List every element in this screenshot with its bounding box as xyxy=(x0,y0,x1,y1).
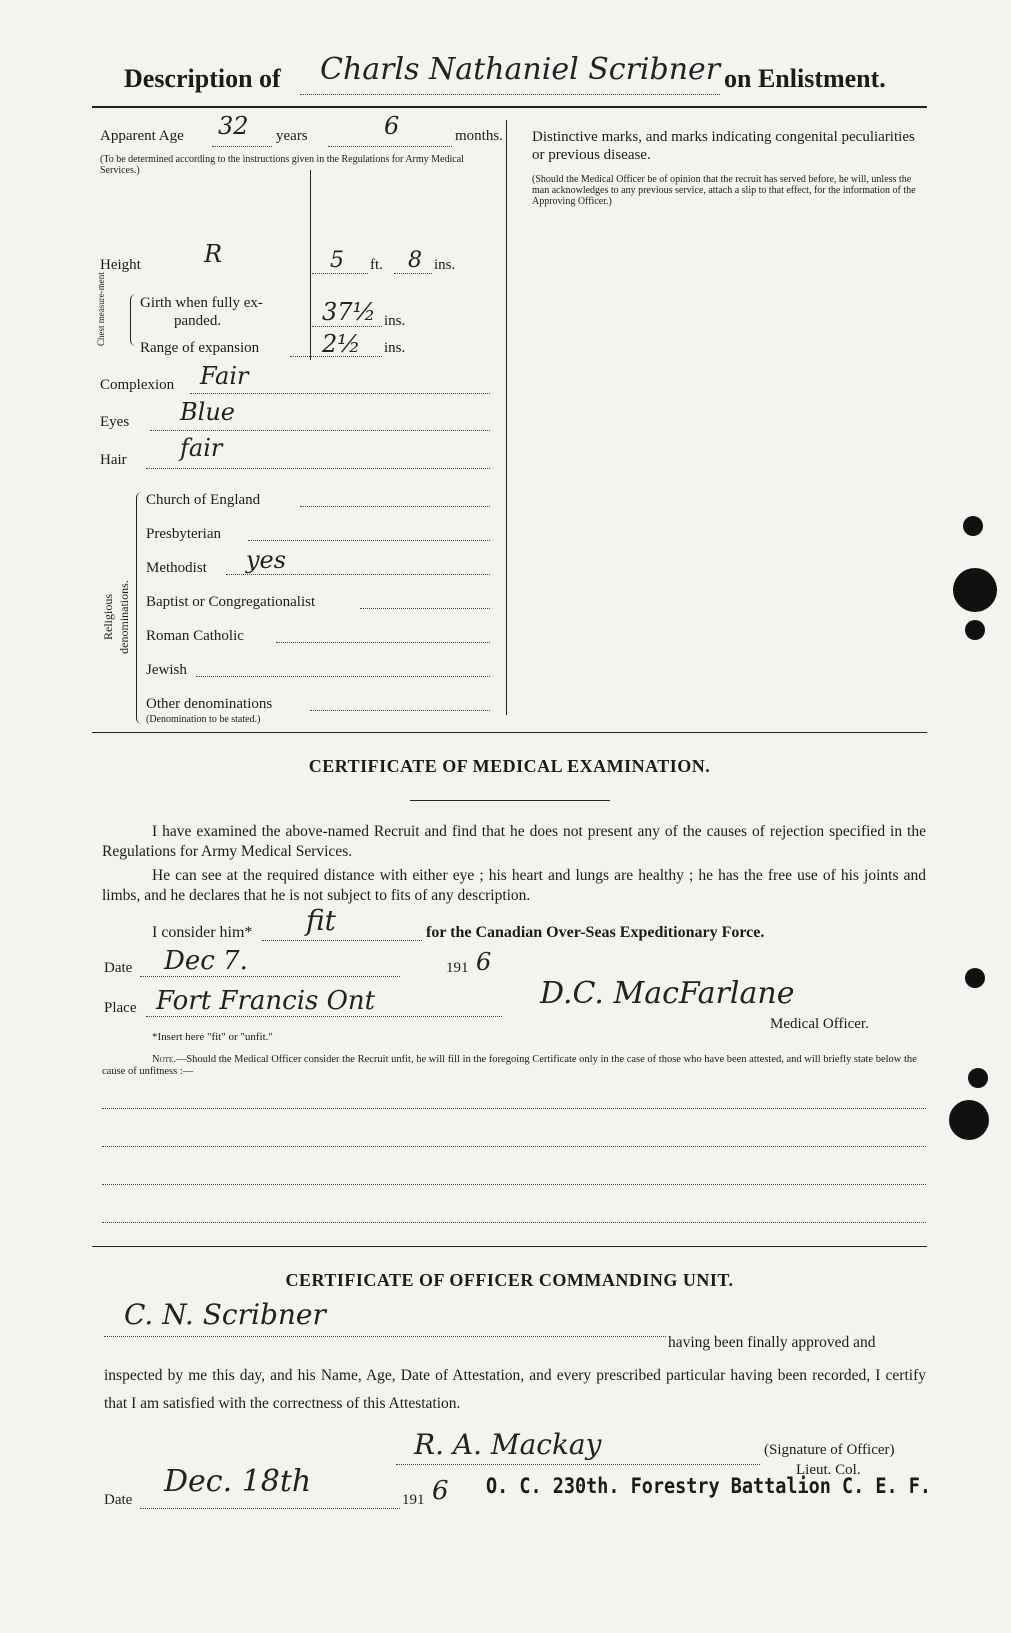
medical-date-value: Dec 7. xyxy=(164,946,248,976)
unfitness-line xyxy=(102,1146,926,1147)
religion-jewish: Jewish xyxy=(146,662,187,678)
title-left: Description of xyxy=(124,64,281,93)
place-value: Fort Francis Ont xyxy=(156,986,376,1016)
ins-label: ins. xyxy=(434,257,456,273)
commanding-date-label: Date xyxy=(104,1492,133,1508)
medical-para-1: I have examined the above-named Recruit and find that he does not present any of the causes of rejection specified in the Regulations for Army Medical Services. xyxy=(102,823,926,860)
religions-label: Religious denominations. xyxy=(101,580,131,654)
commanding-date-value: Dec. 18th xyxy=(164,1464,312,1499)
denomination-note: (Denomination to be stated.) xyxy=(146,714,261,725)
header-rule xyxy=(92,106,927,108)
religion-church-of-england: Church of England xyxy=(146,492,261,508)
religion-methodist: Methodist xyxy=(146,560,207,576)
rank-label: Lieut. Col. xyxy=(796,1462,861,1478)
unfitness-line xyxy=(102,1222,926,1223)
medical-note: Note.—Should the Medical Officer consider the Recruit unfit, he will fill in the foregoing Certificate only in the case of those who have been attested, and will briefly state below the cause of unfitness :— xyxy=(102,1054,917,1077)
height-ft-value: 5 xyxy=(330,248,344,273)
chest-label: Chest measure-ment xyxy=(96,272,106,346)
commanding-text-1: having been finally approved and xyxy=(668,1334,876,1351)
marks-heading: Distinctive marks, and marks indicating congenital peculiarities or previous disease. xyxy=(532,129,915,163)
religion-roman-catholic: Roman Catholic xyxy=(146,628,244,644)
religion-presbyterian: Presbyterian xyxy=(146,526,221,542)
insert-note: *Insert here "fit" or "unfit." xyxy=(152,1031,273,1043)
months-label: months. xyxy=(455,128,503,144)
religion-methodist-value: yes xyxy=(246,546,287,574)
unfitness-line xyxy=(102,1108,926,1109)
age-note: (To be determined according to the instructions given in the Regulations for Army Medical Services.) xyxy=(100,154,464,176)
title-right: on Enlistment. xyxy=(724,64,886,93)
religion-baptist: Baptist or Congregationalist xyxy=(146,594,316,610)
punch-hole xyxy=(965,968,985,988)
age-label: Apparent Age xyxy=(100,128,184,144)
medical-year-digit: 6 xyxy=(476,948,492,976)
age-years-value: 32 xyxy=(218,112,249,140)
commanding-signature: R. A. Mackay xyxy=(414,1428,602,1461)
girth-label: Girth when fully ex- panded. xyxy=(140,295,263,329)
ft-label: ft. xyxy=(370,257,383,273)
hair-label: Hair xyxy=(100,452,127,468)
consider-suffix: for the Canadian Over-Seas Expeditionary Force. xyxy=(426,924,765,941)
complexion-value: Fair xyxy=(200,362,249,390)
ins-label: ins. xyxy=(384,340,406,356)
measure-divider xyxy=(310,170,311,360)
medical-officer-title: Medical Officer. xyxy=(770,1016,869,1032)
consider-label: I consider him* xyxy=(152,924,253,941)
punch-hole xyxy=(963,516,983,536)
years-label: years xyxy=(276,128,308,144)
eyes-label: Eyes xyxy=(100,414,130,430)
marks-note: (Should the Medical Officer be of opinion that the recruit has served before, he will, unless the man acknowledges to any previous service, attach a slip to that effect, for the information of the Approving Officer.) xyxy=(532,174,916,207)
punch-hole xyxy=(953,568,997,612)
column-divider xyxy=(506,120,507,715)
section-rule xyxy=(92,732,927,733)
signature-label: (Signature of Officer) xyxy=(764,1442,895,1458)
religion-other: Other denominations xyxy=(146,696,273,712)
height-mark: R xyxy=(204,240,223,268)
medical-year-prefix: 191 xyxy=(446,960,469,976)
punch-hole xyxy=(965,620,985,640)
age-months-value: 6 xyxy=(384,112,400,140)
commanding-text-2: inspected by me this day, and his Name, Age, Date of Attestation, and every prescribed particular having been recorded, I certify that I am satisfied with the correctness of this Attestation. xyxy=(104,1367,926,1412)
complexion-label: Complexion xyxy=(100,377,175,393)
ins-label: ins. xyxy=(384,313,406,329)
eyes-value: Blue xyxy=(180,398,235,426)
medical-officer-signature: D.C. MacFarlane xyxy=(540,976,795,1011)
fit-value: fit xyxy=(306,904,336,937)
girth-value: 37½ xyxy=(322,298,376,326)
range-label: Range of expansion xyxy=(140,340,260,356)
section-rule xyxy=(92,1246,927,1247)
commanding-name-value: C. N. Scribner xyxy=(124,1298,326,1331)
unfitness-line xyxy=(102,1184,926,1185)
commanding-year-digit: 6 xyxy=(432,1476,449,1506)
range-value: 2½ xyxy=(322,330,361,358)
height-in-value: 8 xyxy=(408,248,422,273)
place-label: Place xyxy=(104,1000,137,1016)
medical-para-2: He can see at the required distance with either eye ; his heart and lungs are healthy ; he has the free use of his joints and limbs, and he declares that he is not subject to fits of any description. xyxy=(102,867,926,904)
commanding-heading: CERTIFICATE OF OFFICER COMMANDING UNIT. xyxy=(285,1270,734,1290)
medical-heading: CERTIFICATE OF MEDICAL EXAMINATION. xyxy=(308,756,711,776)
punch-hole xyxy=(949,1100,989,1140)
punch-hole xyxy=(968,1068,988,1088)
hair-value: fair xyxy=(180,434,223,462)
recruit-name: Charls Nathaniel Scribner xyxy=(320,52,721,87)
battalion-stamp: O. C. 230th. Forestry Battalion C. E. F. xyxy=(486,1474,932,1498)
medical-date-label: Date xyxy=(104,960,133,976)
height-label: Height xyxy=(100,257,141,273)
commanding-year-prefix: 191 xyxy=(402,1492,425,1508)
